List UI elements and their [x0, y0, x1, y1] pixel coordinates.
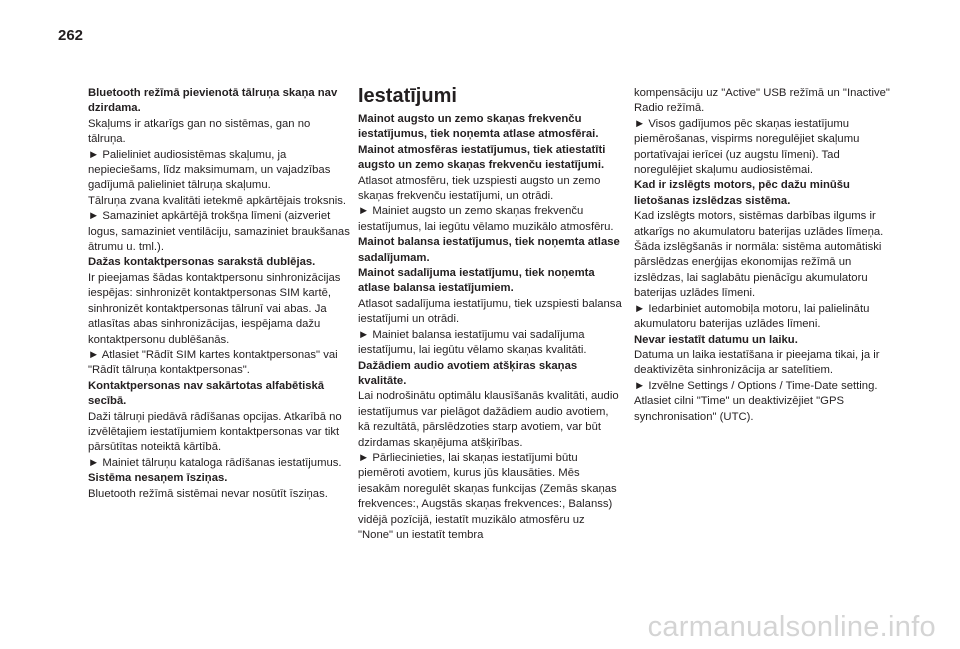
column-3: [634, 86, 896, 425]
body-paragraph: Atlasot atmosfēru, tiek uzspiesti augsto un zemo skaņas frekvenču iestatījumi, un otrādi.: [358, 174, 601, 203]
page-number: 262: [58, 27, 84, 44]
body-paragraph: Kad izslēgts motors, sistēmas darbības ilgums ir atkarīgs no akumulatoru baterijas uzlādes līmeņa.: [634, 210, 884, 238]
column-2: [358, 84, 622, 543]
body-paragraph: ► Iedarbiniet automobiļa motoru, lai palielinātu akumulatoru baterijas uzlādes līmeni.: [634, 302, 870, 331]
body-paragraph: ► Palieliniet audiosistēmas skaļumu, ja nepieciešams, līdz maksimumam, un vajadzības gadījumā palieliniet tālruņa skaļumu.: [88, 148, 331, 192]
section-title: Iestatījumi: [358, 85, 457, 107]
column-1: [88, 86, 350, 502]
body-paragraph: Datuma un laika iestatīšana ir pieejama tikai, ja ir deaktivizēta sinhronizācija ar satelītiem.: [634, 348, 880, 377]
body-paragraph: ► Visos gadījumos pēc skaņas iestatījumu piemērošanas, vispirms noregulējiet skaļumu portatīvajai ierīcei (uz augstu līmeni). Tad noregulējiet skaļumu audiosistēmai.: [634, 117, 860, 177]
body-paragraph: Šāda izslēgšanās ir normāla: sistēma automātiski pārslēdzas enerģijas ekonomijas režīmā un izslēdzas, lai saglabātu pienācīgu akumulatoru baterijas uzlādes līmeni.: [634, 241, 882, 300]
watermark: carmanualsonline.info: [647, 611, 936, 643]
subheading: Kontaktpersonas nav sakārtotas alfabētiskā secībā.: [88, 379, 325, 408]
body-paragraph: ► Mainiet balansa iestatījumu vai sadalījuma iestatījumu, lai iegūtu vēlamo skaņas kvalitāti.: [358, 328, 587, 357]
body-paragraph: ► Mainiet tālruņu kataloga rādīšanas iestatījumus.: [88, 456, 342, 469]
subheading: Sistēma nesaņem īsziņas.: [88, 472, 228, 485]
subheading: Kad ir izslēgts motors, pēc dažu minūšu lietošanas izslēdzas sistēma.: [634, 179, 850, 207]
body-paragraph: Bluetooth režīmā sistēmai nevar nosūtīt īsziņas.: [88, 487, 328, 500]
body-paragraph: Atlasot sadalījuma iestatījumu, tiek uzspiesti balansa iestatījumi un otrādi.: [358, 297, 622, 326]
body-paragraph: Daži tālruņi piedāvā rādīšanas opcijas. Atkarībā no izvēlētajiem iestatījumiem kontaktpersonas var tikt pārsūtītas noteiktā kārtībā.: [88, 410, 342, 454]
body-paragraph: Skaļums ir atkarīgs gan no sistēmas, gan no tālruņa.: [88, 117, 311, 146]
body-paragraph: kompensāciju uz "Active" USB režīmā un "Inactive" Radio režīmā.: [634, 87, 890, 115]
subheading: Dažādiem audio avotiem atšķiras skaņas kvalitāte.: [358, 359, 578, 387]
subheading: Mainot augsto un zemo skaņas frekvenču iestatījumus, tiek noņemta atlase atmosfērai.: [358, 113, 599, 141]
subheading: Nevar iestatīt datumu un laiku.: [634, 333, 798, 346]
body-paragraph: Ir pieejamas šādas kontaktpersonu sinhronizācijas iespējas: sinhronizēt kontaktpersonas SIM kartē, sinhronizēt kontaktpersonas tālrunī vai abas. Ja atlasītas abas sinhronizācijas, iespējama dažu kontaktpersonu dublēšanās.: [88, 271, 341, 346]
body-paragraph: Tālruņa zvana kvalitāti ietekmē apkārtējais troksnis.: [88, 194, 347, 207]
body-paragraph: ► Izvēlne Settings / Options / Time-Date setting. Atlasiet cilni "Time" un deaktivizējiet "GPS synchronisation" (UTC).: [634, 379, 878, 423]
body-paragraph: Lai nodrošinātu optimālu klausīšanās kvalitāti, audio iestatījumus var pielāgot dažādiem audio avotiem, kā rezultātā, pārslēdzoties starp avotiem, var būt dzirdamas skaņējuma atšķirības.: [358, 390, 619, 449]
body-paragraph: ► Mainiet augsto un zemo skaņas frekvenču iestatījumus, lai iegūtu vēlamo muzikālo atmosfēru.: [358, 205, 614, 233]
subheading: Mainot sadalījuma iestatījumu, tiek noņemta atlase balansa iestatījumiem.: [358, 267, 595, 295]
body-paragraph: ► Samaziniet apkārtējā trokšņa līmeni (aizveriet logus, samaziniet ventilāciju, samaziniet braukšanas ātrumu u. tml.).: [88, 210, 350, 254]
body-paragraph: ► Atlasiet "Rādīt SIM kartes kontaktpersonas" vai "Rādīt tālruņa kontaktpersonas".: [88, 348, 338, 377]
subheading: Mainot balansa iestatījumus, tiek noņemta atlase sadalījumam.: [358, 236, 620, 264]
subheading: Bluetooth režīmā pievienotā tālruņa skaņa nav dzirdama.: [88, 87, 338, 115]
body-paragraph: ► Pārliecinieties, lai skaņas iestatījumi būtu piemēroti avotiem, kurus jūs klausāties. Mēs iesakām noregulēt skaņas funkcijas (Zemās skaņas frekvences:, Augstās skaņas frekvences:, Balanss) vidējā pozīcijā, iestatīt muzikālo atmosfēru uz "None" un iestatīt tembra: [358, 451, 617, 541]
subheading: Dažas kontaktpersonas sarakstā dublējas.: [88, 256, 316, 269]
subheading: Mainot atmosfēras iestatījumus, tiek atiestatīti augsto un zemo skaņas frekvenču iestatījumi.: [358, 143, 606, 172]
